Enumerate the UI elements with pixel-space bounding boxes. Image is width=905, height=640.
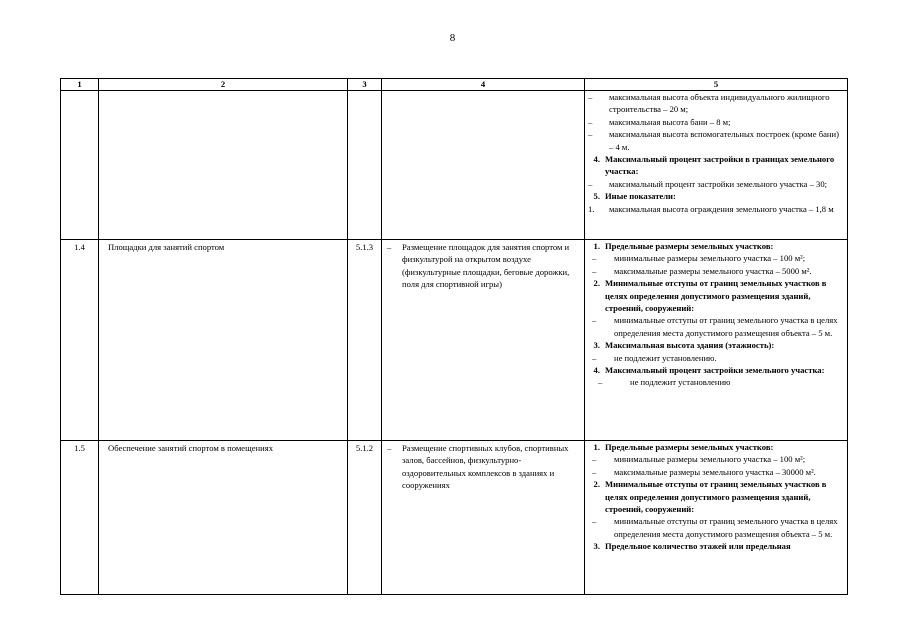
row-code: 5.1.2 bbox=[348, 441, 382, 595]
row-name bbox=[99, 91, 348, 240]
parameter-item bbox=[588, 352, 844, 364]
permitted-use-cell bbox=[382, 441, 585, 595]
list-marker: – bbox=[592, 454, 597, 465]
list-marker: 1. bbox=[593, 442, 600, 452]
list-marker: 3. bbox=[593, 541, 600, 552]
parameter-item bbox=[588, 453, 844, 465]
list-marker: – bbox=[592, 253, 597, 264]
parameters-cell bbox=[585, 441, 848, 595]
parameter-heading bbox=[588, 364, 844, 376]
parameter-heading bbox=[588, 478, 844, 515]
parameter-text: минимальные размеры земельного участка – 100 м²; bbox=[614, 253, 806, 264]
list-marker: 4. bbox=[593, 154, 600, 165]
parameter-item bbox=[588, 376, 844, 388]
parameter-text: Максимальный процент застройки в границах земельного участка: bbox=[605, 154, 835, 177]
list-marker: – bbox=[592, 352, 597, 363]
column-header: 4 bbox=[382, 79, 585, 91]
parameter-text: максимальная высота ограждения земельного участка – 1,8 м bbox=[609, 203, 834, 214]
list-marker: – bbox=[598, 377, 603, 388]
list-marker: 1. bbox=[593, 241, 600, 251]
permitted-use-item bbox=[382, 441, 584, 492]
list-marker: 5. bbox=[593, 191, 600, 202]
parameter-item bbox=[588, 515, 844, 540]
list-marker: – bbox=[592, 516, 597, 527]
parameter-heading bbox=[588, 441, 844, 453]
list-marker: – bbox=[588, 178, 593, 189]
row-name: Площадки для занятий спортом bbox=[99, 240, 348, 441]
parameter-heading bbox=[588, 153, 844, 178]
table-header-row bbox=[61, 79, 848, 91]
row-name: Обеспечение занятий спортом в помещениях bbox=[99, 441, 348, 595]
parameter-heading bbox=[588, 339, 844, 351]
permitted-use-text: Размещение спортивных клубов, спортивных залов, бассейнов, физкультурно-оздоровительных комплексов в зданиях и сооружениях bbox=[402, 443, 569, 491]
row-number: 1.5 bbox=[61, 441, 99, 595]
parameter-text: максимальная высота бани – 8 м; bbox=[609, 116, 731, 127]
parameter-text: максимальные размеры земельного участка – 30000 м². bbox=[614, 466, 816, 477]
parameter-text: Минимальные отступы от границ земельных участков в целях определения допустимого размещения зданий, строений, сооружений: bbox=[605, 278, 827, 314]
parameter-heading bbox=[588, 540, 844, 552]
list-marker: 4. bbox=[593, 365, 600, 376]
column-header: 5 bbox=[585, 79, 848, 91]
permitted-use-cell bbox=[382, 240, 585, 441]
permitted-use-item bbox=[382, 240, 584, 291]
row-number: 1.4 bbox=[61, 240, 99, 441]
permitted-use-cell bbox=[382, 91, 585, 240]
row-code bbox=[348, 91, 382, 240]
column-header: 1 bbox=[61, 79, 99, 91]
list-marker: – bbox=[592, 466, 597, 477]
list-marker: – bbox=[588, 92, 593, 102]
parameter-heading bbox=[588, 190, 844, 202]
list-marker: 2. bbox=[593, 278, 600, 289]
row-number bbox=[61, 91, 99, 240]
list-marker: 1. bbox=[588, 203, 595, 214]
parameter-text: не подлежит установлению bbox=[630, 377, 731, 388]
list-marker: – bbox=[588, 129, 593, 140]
column-header: 2 bbox=[99, 79, 348, 91]
page-number: 8 bbox=[449, 32, 456, 44]
parameter-item bbox=[588, 314, 844, 339]
parameter-text: Минимальные отступы от границ земельных участков в целях определения допустимого размещения зданий, строений, сооружений: bbox=[605, 479, 827, 515]
parameter-text: минимальные отступы от границ земельного участка в целях определения места допустимого размещения объекта – 5 м. bbox=[614, 315, 838, 338]
parameters-cell bbox=[585, 240, 848, 441]
parameter-text: не подлежит установлению. bbox=[614, 352, 717, 363]
dash-marker: – bbox=[387, 242, 392, 252]
table-row bbox=[61, 91, 848, 240]
list-marker: – bbox=[592, 265, 597, 276]
parameter-text: максимальный процент застройки земельного участка – 30; bbox=[609, 178, 828, 189]
row-code: 5.1.3 bbox=[348, 240, 382, 441]
parameter-text: Максимальная высота здания (этажность): bbox=[605, 340, 775, 351]
list-marker: 3. bbox=[593, 340, 600, 351]
parameter-item bbox=[588, 203, 844, 215]
table-row bbox=[61, 240, 848, 441]
parameter-text: максимальная высота объекта индивидуального жилищного строительства – 20 м; bbox=[609, 92, 830, 115]
list-marker: – bbox=[592, 315, 597, 326]
parameter-item bbox=[588, 128, 844, 153]
parameters-cell bbox=[585, 91, 848, 240]
table-row bbox=[61, 441, 848, 595]
parameter-text: максимальные размеры земельного участка – 5000 м². bbox=[614, 265, 812, 276]
parameter-item bbox=[588, 178, 844, 190]
parameter-text: Иные показатели: bbox=[605, 191, 676, 202]
permitted-use-text: Размещение площадок для занятия спортом и физкультурой на открытом воздухе (физкультурные площадки, беговые дорожки, поля для спортивной игры) bbox=[402, 242, 570, 290]
parameter-text: максимальная высота вспомогательных построек (кроме бани) – 4 м. bbox=[609, 129, 839, 152]
parameter-heading bbox=[588, 240, 844, 252]
parameter-text: Максимальный процент застройки земельного участка: bbox=[605, 365, 825, 376]
parameter-item bbox=[588, 91, 844, 116]
parameter-item bbox=[588, 252, 844, 264]
regulations-table bbox=[60, 78, 848, 595]
parameter-text: Предельные размеры земельных участков: bbox=[605, 241, 774, 251]
dash-marker: – bbox=[387, 443, 392, 453]
parameter-item bbox=[588, 466, 844, 478]
parameter-item bbox=[588, 265, 844, 277]
parameter-heading bbox=[588, 277, 844, 314]
list-marker: 2. bbox=[593, 479, 600, 490]
list-marker: – bbox=[588, 116, 593, 127]
parameter-text: Предельное количество этажей или предельная bbox=[605, 541, 791, 552]
parameter-item bbox=[588, 116, 844, 128]
parameter-text: минимальные отступы от границ земельного участка в целях определения места допустимого размещения объекта – 5 м. bbox=[614, 516, 838, 539]
parameter-text: Предельные размеры земельных участков: bbox=[605, 442, 774, 452]
column-header: 3 bbox=[348, 79, 382, 91]
parameter-text: минимальные размеры земельного участка – 100 м²; bbox=[614, 454, 806, 465]
